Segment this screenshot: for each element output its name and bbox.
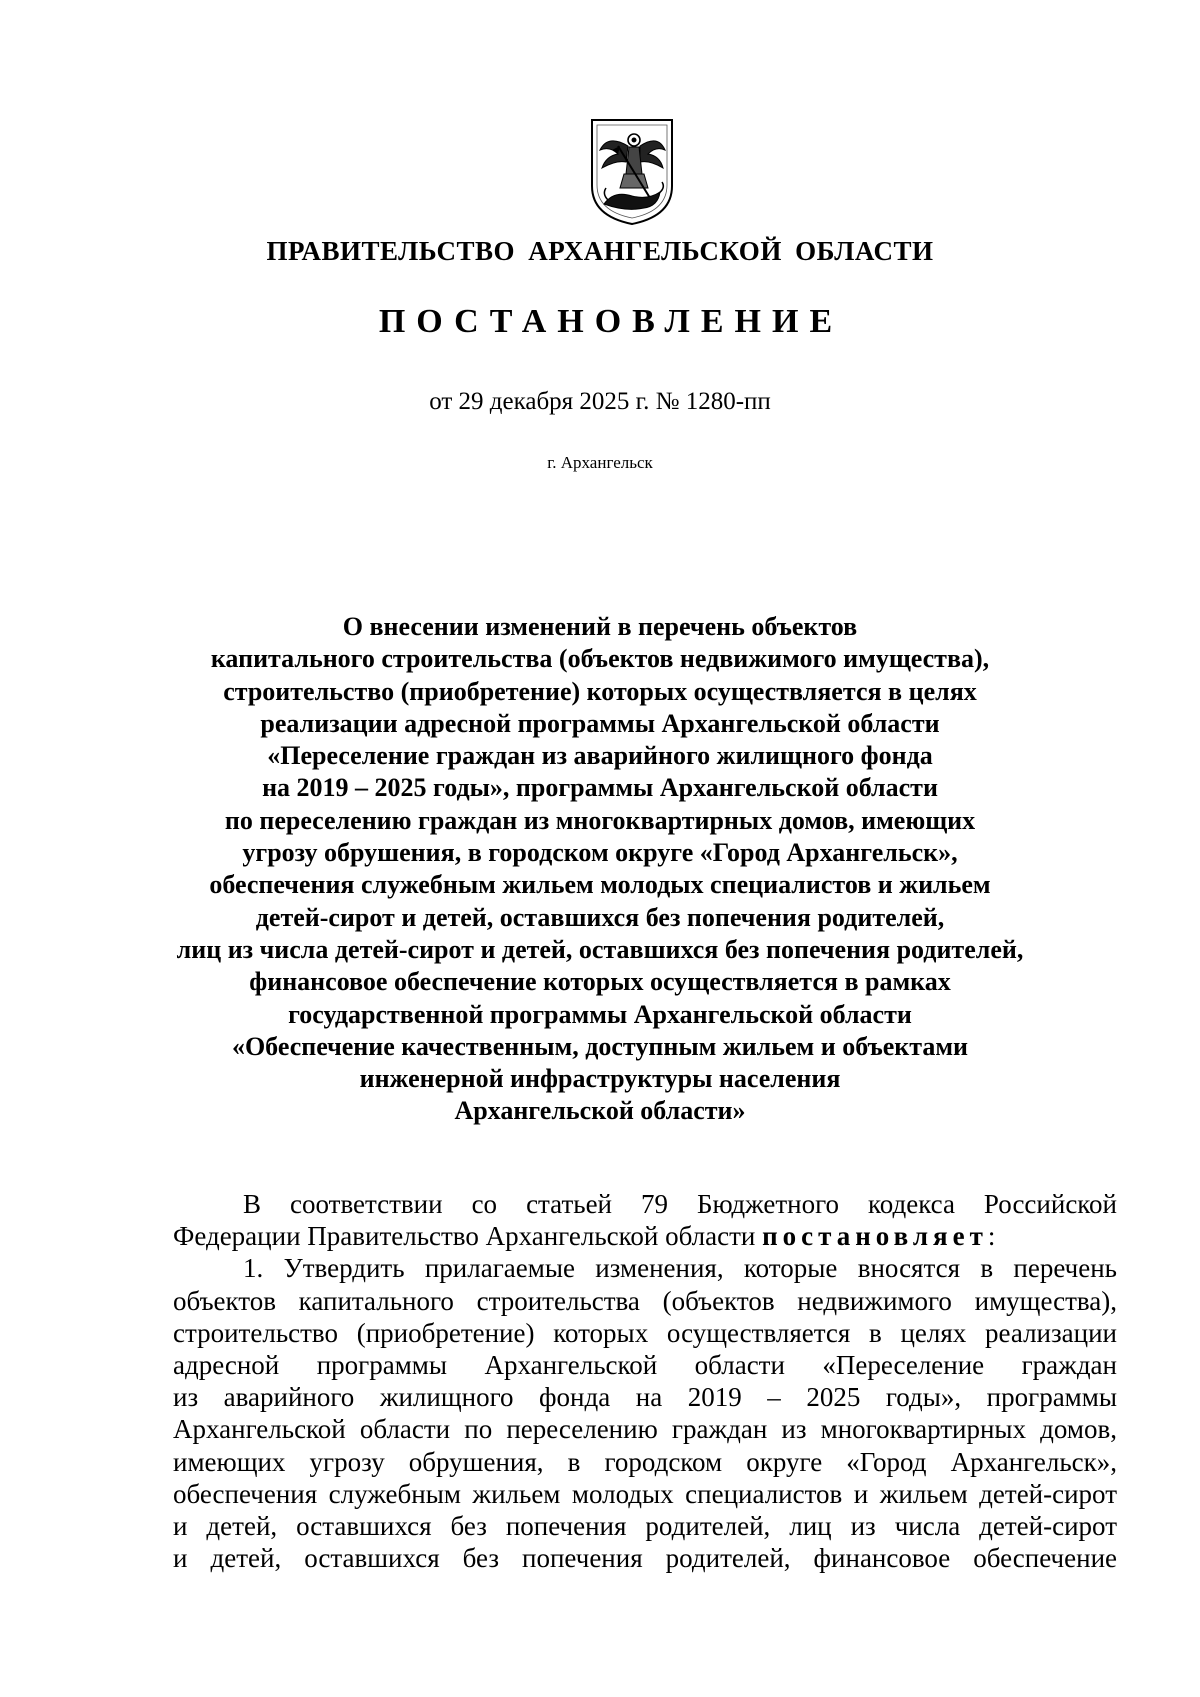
preamble-colon: : [987, 1221, 996, 1252]
title-line: инженерной инфраструктуры населения [359, 1064, 841, 1094]
title-line: угрозу обрушения, в городском округе «Город Архангельск», [242, 838, 958, 868]
title-line: обеспечения служебным жильем молодых специалистов и жильем [209, 870, 991, 900]
item-1-line: адресной программы Архангельской области «Переселение граждан [173, 1350, 1117, 1381]
document-title [160, 611, 1040, 1128]
preamble-line [173, 1220, 1117, 1252]
item-1-line: Архангельской области по переселению граждан из многоквартирных домов, [173, 1414, 1117, 1445]
archangel-coat-of-arms-icon [588, 116, 676, 228]
item-1-line: объектов капитального строительства (объектов недвижимого имущества), [173, 1285, 1117, 1316]
item-1-line: обеспечения служебным жильем молодых специалистов и жильем детей-сирот [173, 1478, 1117, 1509]
title-line: Архангельской области» [454, 1096, 746, 1126]
title-line: реализации адресной программы Архангельской области [260, 708, 940, 738]
title-line: государственной программы Архангельской области [288, 999, 912, 1029]
decree-word: постановляет [762, 1221, 988, 1252]
title-line: капитального строительства (объектов недвижимого имущества), [210, 644, 990, 674]
item-1-line: из аварийного жилищного фонда на 2019 – 2025 годы», программы [173, 1382, 1117, 1413]
item-1-line: 1. Утвердить прилагаемые изменения, которые вносятся в перечень [243, 1253, 1117, 1284]
title-line: «Обеспечение качественным, доступным жильем и объектами [231, 1031, 969, 1061]
title-line: О внесении изменений в перечень объектов [342, 612, 858, 641]
item-1-line: имеющих угрозу обрушения, в городском округе «Город Архангельск», [173, 1446, 1117, 1477]
title-line: лиц из числа детей-сирот и детей, оставшихся без попечения родителей, [176, 934, 1024, 964]
title-line: финансовое обеспечение которых осуществляется в рамках [249, 967, 951, 997]
title-line: на 2019 – 2025 годы», программы Архангельской области [262, 773, 938, 803]
document-date-number: от 29 декабря 2025 г. № 1280-пп [429, 388, 771, 415]
title-line: строительство (приобретение) которых осуществляется в целях [223, 676, 977, 706]
document-type: ПОСТАНОВЛЕНИЕ [378, 303, 844, 340]
preamble-text: Федерации Правительство Архангельской области [173, 1221, 756, 1252]
document-body [173, 1188, 1117, 1574]
document-city: г. Архангельск [547, 453, 653, 472]
title-line: детей-сирот и детей, оставшихся без попечения родителей, [255, 902, 945, 932]
government-name: ПРАВИТЕЛЬСТВО АРХАНГЕЛЬСКОЙ ОБЛАСТИ [266, 236, 934, 266]
title-line: по переселению граждан из многоквартирных домов, имеющих [224, 805, 976, 835]
item-1-line: и детей, оставшихся без попечения родителей, финансовое обеспечение [173, 1543, 1117, 1574]
item-1-line: строительство (приобретение) которых осуществляется в целях реализации [173, 1317, 1117, 1348]
title-line: «Переселение граждан из аварийного жилищного фонда [267, 741, 933, 771]
preamble-line: В соответствии со статьей 79 Бюджетного кодекса Российской [243, 1189, 1117, 1219]
item-1-line: и детей, оставшихся без попечения родителей, лиц из числа детей-сирот [173, 1511, 1117, 1542]
